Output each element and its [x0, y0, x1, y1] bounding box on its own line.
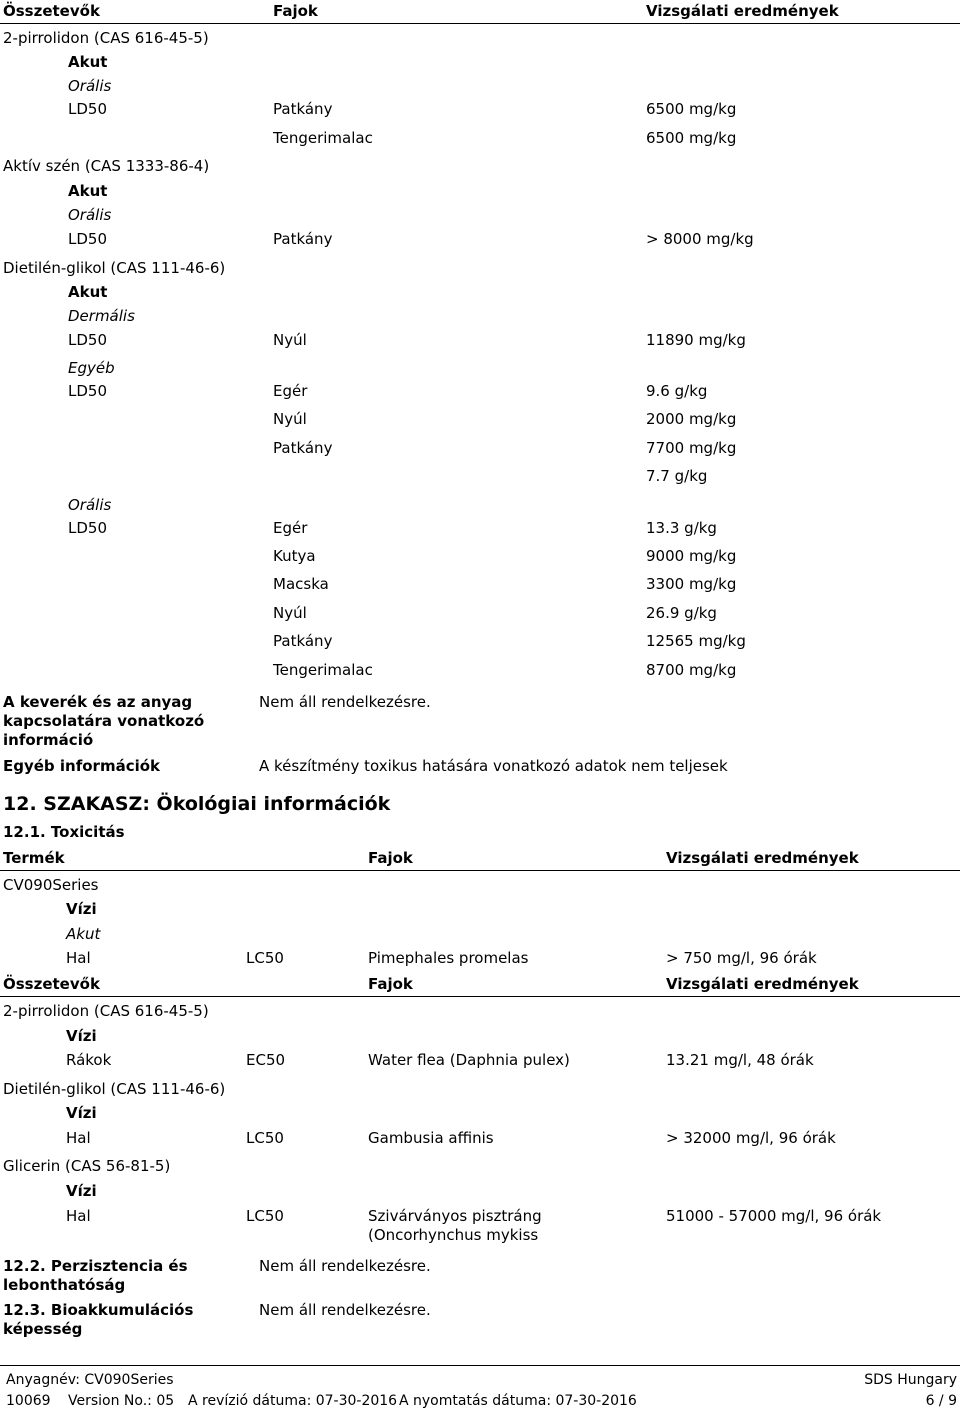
- col-header-results: Vizsgálati eredmények: [666, 849, 859, 867]
- result-value: 26.9 g/kg: [646, 604, 717, 622]
- footer-product-name: Anyagnév: CV090Series: [6, 1372, 174, 1388]
- component-name: Dietilén-glikol (CAS 111-46-6): [3, 259, 226, 277]
- medium-label: Vízi: [66, 900, 97, 918]
- col-header-results: Vizsgálati eredmények: [646, 2, 839, 20]
- route-label: Orális: [68, 206, 112, 224]
- subsection-title: 12.1. Toxicitás: [3, 823, 125, 841]
- exposure-type: Akut: [68, 53, 108, 71]
- footer-page-number: 6 / 9: [925, 1393, 957, 1409]
- organism-category: Rákok: [66, 1051, 112, 1069]
- result-value: 9000 mg/kg: [646, 547, 737, 565]
- result-value: 13.3 g/kg: [646, 519, 717, 537]
- test-type: EC50: [246, 1051, 286, 1069]
- organism-category: Hal: [66, 1129, 91, 1147]
- species: Egér: [273, 382, 308, 400]
- result-value: > 750 mg/l, 96 órák: [666, 949, 817, 967]
- medium-label: Vízi: [66, 1182, 97, 1200]
- result-value: 13.21 mg/l, 48 órák: [666, 1051, 814, 1069]
- test-type: LC50: [246, 1129, 284, 1147]
- species: Macska: [273, 575, 329, 593]
- test-type: LD50: [68, 331, 107, 349]
- medium-label: Vízi: [66, 1104, 97, 1122]
- species: Water flea (Daphnia pulex): [368, 1051, 570, 1069]
- footer-sds-label: SDS Hungary: [864, 1372, 957, 1388]
- section-title: 12. SZAKASZ: Ökológiai információk: [3, 793, 391, 815]
- bioaccumulation-label: 12.3. Bioakkumulációs képesség: [3, 1301, 194, 1338]
- result-value: > 8000 mg/kg: [646, 230, 754, 248]
- component-name: 2-pirrolidon (CAS 616-45-5): [3, 29, 209, 47]
- result-value: 12565 mg/kg: [646, 632, 746, 650]
- mixture-info-label: A keverék és az anyag kapcsolatára vonatkozó információ: [3, 693, 205, 749]
- col-header-components: Összetevők: [3, 975, 100, 993]
- col-header-species: Fajok: [273, 2, 318, 20]
- product-name: CV090Series: [3, 876, 99, 894]
- header-divider: [0, 870, 960, 871]
- exposure-type: Akut: [66, 925, 101, 943]
- col-header-product: Termék: [3, 849, 65, 867]
- persistence-value: Nem áll rendelkezésre.: [259, 1257, 431, 1275]
- species: Patkány: [273, 230, 333, 248]
- col-header-species: Fajok: [368, 849, 413, 867]
- col-header-results: Vizsgálati eredmények: [666, 975, 859, 993]
- other-info-label: Egyéb információk: [3, 757, 161, 775]
- exposure-type: Akut: [68, 182, 108, 200]
- species: Gambusia affinis: [368, 1129, 494, 1147]
- test-type: LD50: [68, 100, 107, 118]
- result-value: 9.6 g/kg: [646, 382, 708, 400]
- species: Nyúl: [273, 410, 307, 428]
- persistence-label: 12.2. Perzisztencia és lebonthatóság: [3, 1257, 188, 1294]
- exposure-type: Akut: [68, 283, 108, 301]
- test-type: LD50: [68, 519, 107, 537]
- component-name: 2-pirrolidon (CAS 616-45-5): [3, 1002, 209, 1020]
- result-value: 6500 mg/kg: [646, 129, 737, 147]
- component-name: Glicerin (CAS 56-81-5): [3, 1157, 171, 1175]
- route-label: Orális: [68, 496, 112, 514]
- species: Pimephales promelas: [368, 949, 529, 967]
- footer-revision-date: A revízió dátuma: 07-30-2016: [188, 1393, 398, 1409]
- route-label: Dermális: [68, 307, 135, 325]
- species: Tengerimalac: [273, 661, 373, 679]
- species: Egér: [273, 519, 308, 537]
- header-divider: [0, 996, 960, 997]
- species: Kutya: [273, 547, 316, 565]
- col-header-species: Fajok: [368, 975, 413, 993]
- footer-divider: [0, 1365, 960, 1366]
- component-name: Dietilén-glikol (CAS 111-46-6): [3, 1080, 226, 1098]
- component-name: Aktív szén (CAS 1333-86-4): [3, 157, 210, 175]
- test-type: LC50: [246, 949, 284, 967]
- result-value: 51000 - 57000 mg/l, 96 órák: [666, 1207, 882, 1225]
- species: Nyúl: [273, 604, 307, 622]
- species: Patkány: [273, 100, 333, 118]
- test-type: LD50: [68, 230, 107, 248]
- species: Nyúl: [273, 331, 307, 349]
- species: Patkány: [273, 439, 333, 457]
- organism-category: Hal: [66, 949, 91, 967]
- mixture-info-value: Nem áll rendelkezésre.: [259, 693, 431, 711]
- footer-version: Version No.: 05: [68, 1393, 175, 1409]
- result-value: 11890 mg/kg: [646, 331, 746, 349]
- medium-label: Vízi: [66, 1027, 97, 1045]
- result-value: 6500 mg/kg: [646, 100, 737, 118]
- result-value: 3300 mg/kg: [646, 575, 737, 593]
- footer-doc-id: 10069: [6, 1393, 51, 1409]
- test-type: LC50: [246, 1207, 284, 1225]
- result-value: 7700 mg/kg: [646, 439, 737, 457]
- test-type: LD50: [68, 382, 107, 400]
- species: Szivárványos pisztráng (Oncorhynchus mykiss: [368, 1207, 542, 1244]
- result-value: 8700 mg/kg: [646, 661, 737, 679]
- organism-category: Hal: [66, 1207, 91, 1225]
- header-divider: [0, 23, 960, 24]
- species: Tengerimalac: [273, 129, 373, 147]
- result-value: 7.7 g/kg: [646, 467, 708, 485]
- footer-print-date: A nyomtatás dátuma: 07-30-2016: [399, 1393, 637, 1409]
- species: Patkány: [273, 632, 333, 650]
- bioaccumulation-value: Nem áll rendelkezésre.: [259, 1301, 431, 1319]
- route-label: Orális: [68, 77, 112, 95]
- route-label: Egyéb: [68, 359, 115, 377]
- result-value: 2000 mg/kg: [646, 410, 737, 428]
- result-value: > 32000 mg/l, 96 órák: [666, 1129, 836, 1147]
- col-header-components: Összetevők: [3, 2, 100, 20]
- other-info-value: A készítmény toxikus hatására vonatkozó adatok nem teljesek: [259, 757, 728, 775]
